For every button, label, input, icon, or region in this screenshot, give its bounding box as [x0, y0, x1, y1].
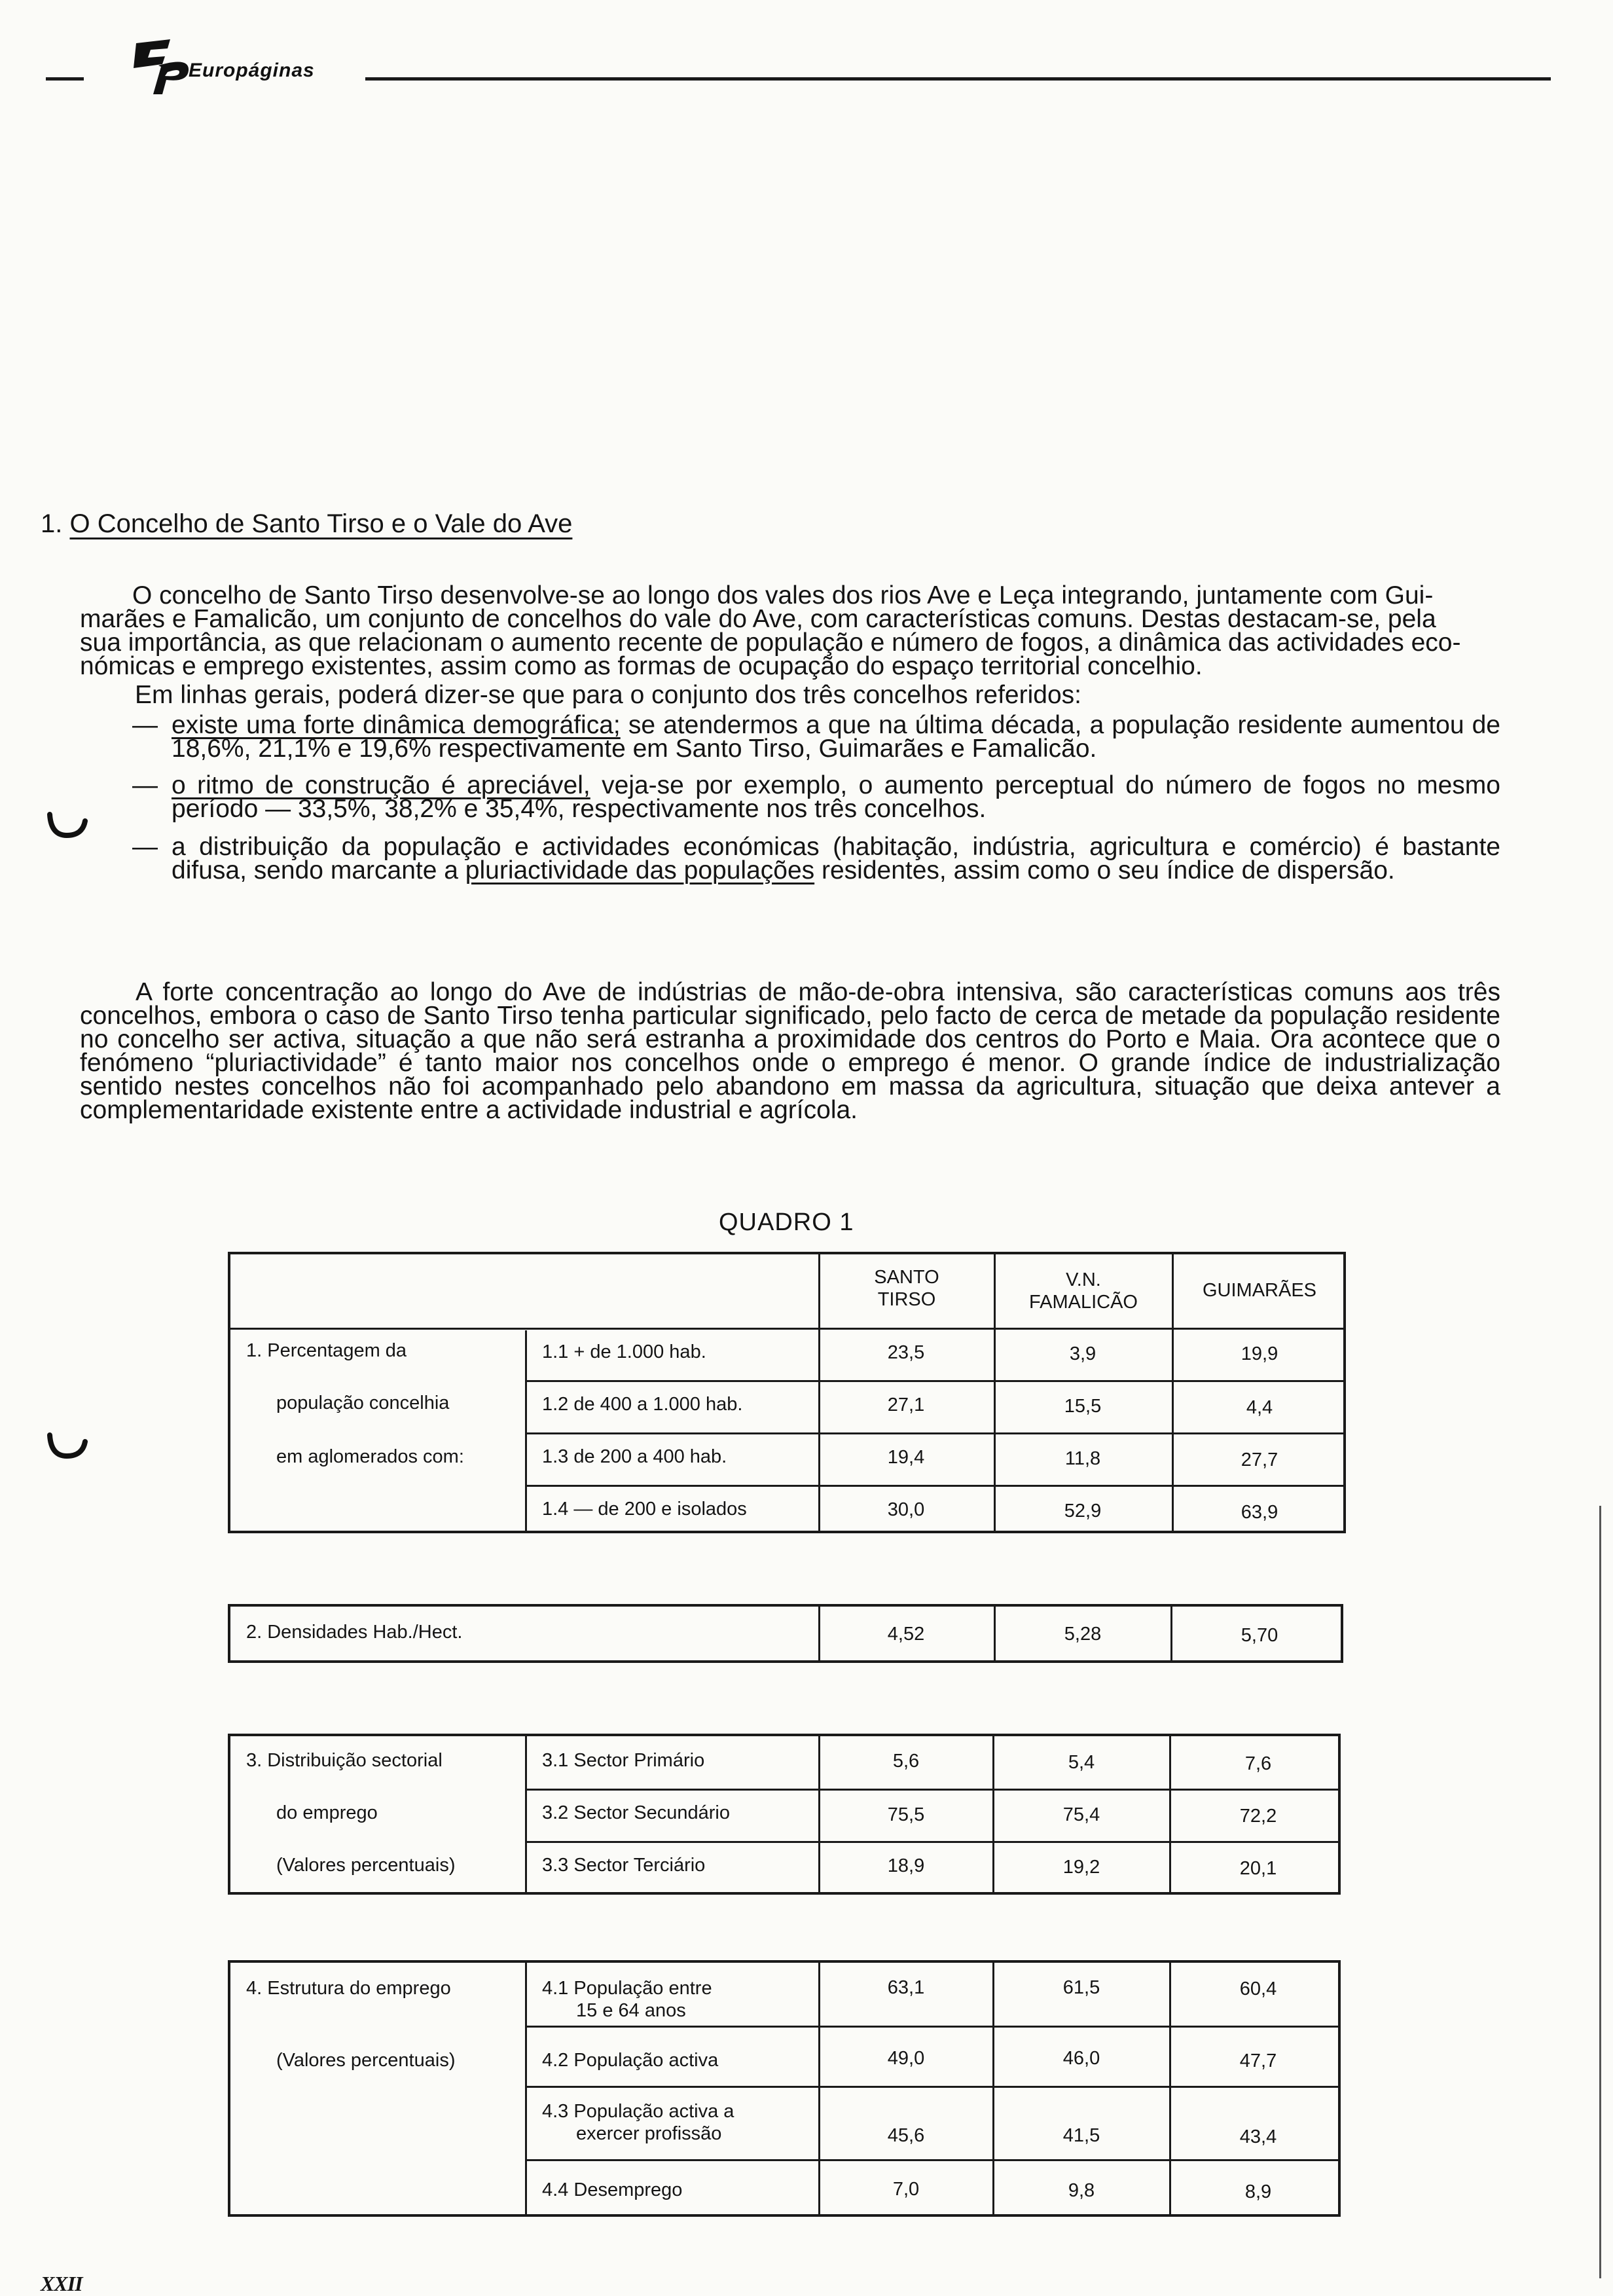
col-divider: [1169, 1736, 1171, 1892]
col-divider: [525, 1736, 527, 1892]
row-label: 3.1 Sector Primário: [542, 1750, 705, 1771]
group-label-line: população concelhia: [276, 1393, 450, 1413]
row-label: 2. Densidades Hab./Hect.: [246, 1622, 463, 1643]
section-number: 1.: [41, 509, 63, 538]
row-label: 1.2 de 400 a 1.000 hab.: [542, 1394, 743, 1415]
bullet-dash-2: —: [132, 771, 158, 799]
row-label-line: exercer profissão: [576, 2123, 722, 2144]
scan-edge-rule: [1599, 1506, 1601, 2278]
cell-value: 75,4: [1062, 1804, 1100, 1825]
cell-value: 7,6: [1244, 1753, 1272, 1774]
cell-value: 5,6: [892, 1751, 920, 1772]
col-divider: [1170, 1607, 1172, 1660]
cell-value: 43,4: [1239, 2126, 1277, 2147]
row-label: 1.3 de 200 a 400 hab.: [542, 1446, 727, 1467]
cell-value: 47,7: [1239, 2050, 1277, 2071]
cell-value: 18,9: [887, 1855, 925, 1876]
col-header-famalicao: [995, 1269, 1172, 1313]
col-divider: [818, 1963, 820, 2214]
row-label-line: 4.4 Desemprego: [542, 2179, 683, 2200]
group-label-line: 3. Distribuição sectorial: [246, 1750, 443, 1771]
cell-value: 30,0: [887, 1499, 925, 1520]
col-divider: [992, 1963, 994, 2214]
row-divider: [525, 2086, 1338, 2088]
cell-value: 7,0: [892, 2179, 920, 2200]
col-header-line: V.N.: [1066, 1269, 1101, 1290]
col-divider: [818, 1736, 820, 1892]
ep-logo-icon: [124, 37, 196, 97]
row-divider: [525, 2159, 1338, 2161]
cell-value: 8,9: [1244, 2181, 1272, 2202]
table-block-2: [228, 1604, 1343, 1663]
row-divider: [525, 1380, 1343, 1382]
col-divider: [1169, 1963, 1171, 2214]
bullet-3-text: residentes, assim como o seu índice de dispersão.: [814, 856, 1395, 884]
col-header-santo-tirso: [820, 1266, 994, 1311]
col-header-guimaraes: [1173, 1279, 1346, 1302]
cell-value: 5,28: [1064, 1624, 1102, 1645]
bullet-1-text: se atendermos a que na última década, a população residente aumentou de 18,6%, 21,1% e 19,6% respectivamente em Santo Tirso, Guimarães e Famalicão.: [172, 711, 1500, 763]
header-brand: Europáginas: [189, 60, 315, 81]
paragraph-1-line-4: nómicas e emprego existentes, assim como as formas de ocupação do espaço territorial concelhio.: [80, 652, 1203, 680]
bullet-dash-3: —: [132, 833, 158, 861]
col-divider: [525, 1963, 527, 2214]
cell-value: 41,5: [1062, 2125, 1100, 2146]
cell-value: 61,5: [1062, 1977, 1100, 1998]
cell-value: 19,9: [1241, 1343, 1278, 1364]
col-divider: [818, 1607, 820, 1660]
table-title: QUADRO 1: [719, 1209, 854, 1236]
paragraph-1-line-2: marães e Famalicão, um conjunto de concelhos do vale do Ave, com características comuns. Destas destacam-se, pela: [80, 605, 1436, 633]
row-label: 3.2 Sector Secundário: [542, 1802, 730, 1823]
group-label-line: 4. Estrutura do emprego: [246, 1978, 451, 1999]
col-divider: [525, 1330, 527, 1531]
section-title: [41, 509, 572, 539]
row-label: [542, 1977, 712, 2022]
section-title-text: O Concelho de Santo Tirso e o Vale do Ave: [69, 509, 573, 538]
bullet-3-text-start: a distribuição da população e actividades económicas (habitação, indústria, agricultura e comércio) é bastante difusa, sendo marcante a: [172, 833, 1500, 884]
cell-value: 46,0: [1062, 2048, 1100, 2069]
cell-value: 63,9: [1241, 1502, 1278, 1523]
bullet-dash-1: —: [132, 711, 158, 739]
cell-value: 52,9: [1064, 1501, 1102, 1522]
cell-value: 60,4: [1239, 1978, 1277, 1999]
row-divider: [525, 1789, 1338, 1791]
row-divider: [525, 1432, 1343, 1434]
cell-value: 11,8: [1064, 1448, 1101, 1469]
table-block-3: [228, 1734, 1341, 1895]
bullet-2-text: veja-se por exemplo, o aumento perceptual do número de fogos no mesmo período — 33,5%, 38,2% e 35,4%, respectivamente nos três concelhos.: [172, 771, 1500, 823]
bullet-3-emphasis: pluriactividade das populações: [465, 856, 815, 884]
group-label-line: em aglomerados com:: [276, 1446, 464, 1467]
bullet-1: [172, 711, 1500, 763]
row-label: 1.4 — de 200 e isolados: [542, 1499, 747, 1520]
paragraph-1-line-1: O concelho de Santo Tirso desenvolve-se ao longo dos vales dos rios Ave e Leça integrando, juntamente com Gui-: [132, 581, 1434, 610]
cell-value: 15,5: [1064, 1396, 1102, 1417]
cell-value: 5,4: [1068, 1752, 1095, 1773]
paragraph-2: A forte concentração ao longo do Ave de indústrias de mão-de-obra intensiva, são características comuns aos três concelhos, embora o caso de Santo Tirso tenha particular significado, pelo facto de cerca de metade da população residente no concelho ser activa, situação a que não será estranha a proximidade dos centros do Porto e Maia. Ora acontece que o fenómeno “pluriactividade” é tanto maior nos concelhos onde o emprego é menor. O grande índice de industrialização sentido nestes concelhos não foi acompanhado pelo abandono em massa da agricultura, situação que deixa antever a complementaridade existente entre a actividade industrial e agrícola.: [80, 978, 1500, 1124]
row-divider: [525, 2026, 1338, 2028]
cell-value: 27,7: [1241, 1449, 1278, 1470]
row-divider: [230, 1328, 1343, 1330]
group-label-line: do emprego: [276, 1802, 378, 1823]
row-label-line: 4.2 População activa: [542, 2050, 719, 2071]
paragraph-1-line-3: sua importância, as que relacionam o aumento recente de população e número de fogos, a dinâmica das actividades eco-: [80, 629, 1461, 657]
row-label: [542, 2049, 718, 2071]
cell-value: 45,6: [887, 2125, 925, 2146]
bullet-1-emphasis: existe uma forte dinâmica demográfica;: [172, 711, 621, 739]
cell-value: 72,2: [1239, 1806, 1277, 1827]
margin-mark-icon: [45, 1430, 90, 1460]
col-header-line: SANTO: [874, 1267, 939, 1288]
cell-value: 63,1: [887, 1977, 925, 1998]
col-divider: [992, 1736, 994, 1892]
cell-value: 19,2: [1062, 1857, 1100, 1878]
col-header-line: GUIMARÃES: [1202, 1280, 1317, 1301]
margin-mark-icon: [45, 809, 90, 839]
bullet-2: [172, 771, 1500, 823]
cell-value: 4,4: [1246, 1397, 1273, 1418]
cell-value: 20,1: [1239, 1858, 1277, 1879]
row-label: [542, 2100, 734, 2145]
table-block-4: [228, 1960, 1341, 2217]
bullet-3: [172, 835, 1500, 883]
cell-value: 75,5: [887, 1804, 925, 1825]
table-block-1: [228, 1252, 1346, 1533]
col-divider: [994, 1607, 996, 1660]
row-label: 3.3 Sector Terciário: [542, 1855, 706, 1876]
col-header-line: TIRSO: [877, 1289, 936, 1310]
cell-value: 3,9: [1069, 1343, 1096, 1364]
row-label-line: 4.1 População entre: [542, 1978, 712, 1999]
cell-value: 5,70: [1241, 1625, 1278, 1646]
row-label-line: 15 e 64 anos: [576, 2000, 686, 2021]
row-label: [542, 2179, 682, 2201]
row-divider: [525, 1485, 1343, 1487]
bullet-2-emphasis: o ritmo de construção é apreciável,: [172, 771, 590, 799]
cell-value: 49,0: [887, 2048, 925, 2069]
group-label-line: (Valores percentuais): [276, 1855, 456, 1876]
page-number: XXII: [41, 2272, 82, 2295]
row-label-line: 4.3 População activa a: [542, 2101, 734, 2122]
row-divider: [525, 1841, 1338, 1843]
cell-value: 23,5: [887, 1342, 925, 1363]
cell-value: 19,4: [887, 1447, 925, 1468]
row-label: 1.1 + de 1.000 hab.: [542, 1341, 706, 1362]
cell-value: 9,8: [1068, 2180, 1095, 2201]
group-label-line: 1. Percentagem da: [246, 1340, 407, 1361]
cell-value: 27,1: [887, 1394, 925, 1415]
col-header-line: FAMALICÃO: [1029, 1292, 1138, 1313]
cell-value: 4,52: [887, 1624, 925, 1645]
paragraph-1-line-5: Em linhas gerais, poderá dizer-se que para o conjunto dos três concelhos referidos:: [135, 681, 1081, 709]
group-label-line: (Valores percentuais): [276, 2050, 456, 2071]
